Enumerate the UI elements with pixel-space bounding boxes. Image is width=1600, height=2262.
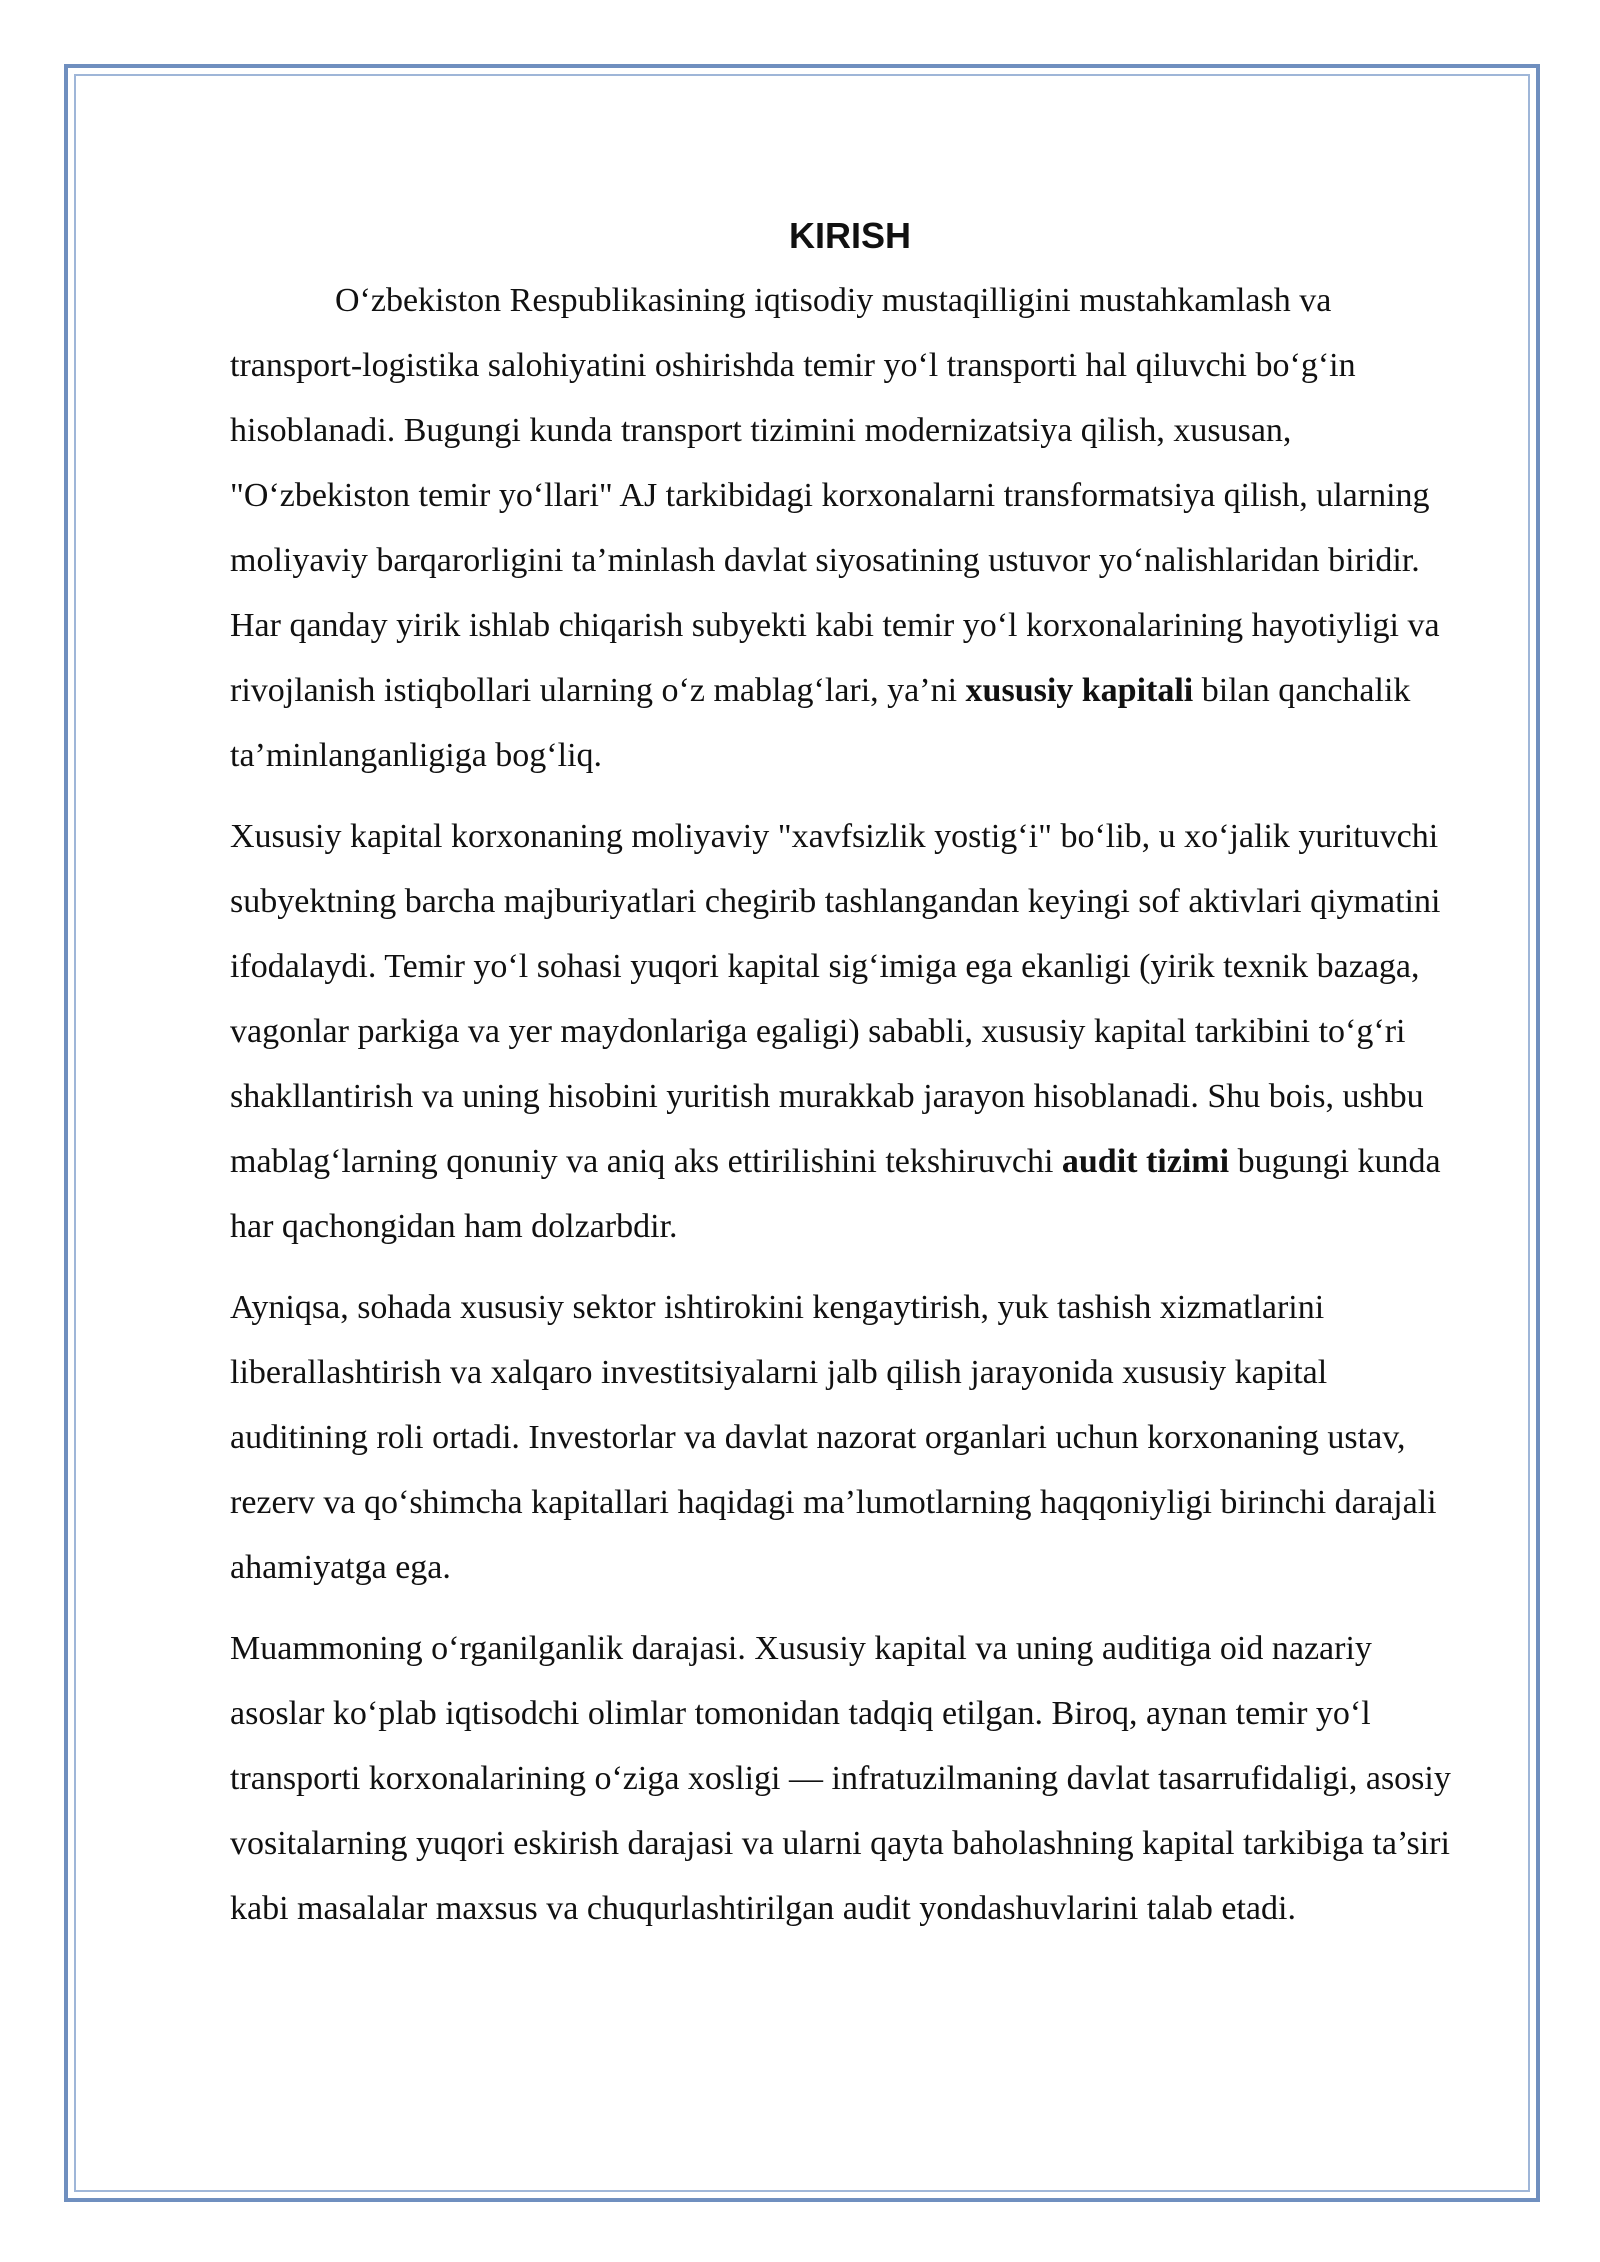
paragraph-text: bilan qanchalik ta’minlanganligiga bog‘liq.	[230, 672, 1411, 774]
bold-term: xususiy kapitali	[965, 672, 1194, 709]
paragraph-intro	[230, 268, 1470, 788]
paragraph-private-capital	[230, 804, 1470, 1259]
paragraph-text: Ayniqsa, sohada xususiy sektor ishtirokini kengaytirish, yuk tashish xizmatlarini liberallashtirish va xalqaro investitsiyalarni jalb qilish jarayonida xususiy kapital auditining roli ortadi. Investorlar va davlat nazorat organlari uchun korxonaning ustav, rezerv va qo‘shimcha kapitallari haqidagi ma’lumotlarning haqqoniyligi birinchi darajali ahamiyatga ega.	[230, 1289, 1437, 1586]
bold-term: audit tizimi	[1061, 1143, 1230, 1180]
paragraph-text: bugungi kunda har qachongidan ham dolzarbdir.	[230, 1143, 1441, 1245]
paragraph-text: O‘zbekiston Respublikasining iqtisodiy mustaqilligini mustahkamlash va transport-logistika salohiyatini oshirishda temir yo‘l transporti hal qiluvchi bo‘g‘in hisoblanadi. Bugungi kunda transport tizimini modernizatsiya qilish, xususan, "O‘zbekiston temir yo‘llari" AJ tarkibidagi korxonalarni transformatsiya qilish, ularning moliyaviy barqarorligini ta’minlash davlat siyosatining ustuvor yo‘nalishlaridan biridir. Har qanday yirik ishlab chiqarish subyekti kabi temir yo‘l korxonalarining hayotiyligi va rivojlanish istiqbollari ularning o‘z mablag‘lari, ya’ni	[230, 282, 1440, 709]
paragraph-text: Xususiy kapital korxonaning moliyaviy "xavfsizlik yostig‘i" bo‘lib, u xo‘jalik yurituvchi subyektning barcha majburiyatlari chegirib tashlangandan keyingi sof aktivlari qiymatini ifodalaydi. Temir yo‘l sohasi yuqori kapital sig‘imiga ega ekanligi (yirik texnik bazaga, vagonlar parkiga va yer maydonlariga egaligi) sababli, xususiy kapital tarkibini to‘g‘ri shakllantirish va uning hisobini yuritish murakkab jarayon hisoblanadi. Shu bois, ushbu mablag‘larning qonuniy va aniq aks ettirilishini tekshiruvchi	[230, 818, 1441, 1180]
paragraph-research-level	[230, 1616, 1470, 1941]
paragraph-private-sector	[230, 1275, 1470, 1600]
document-title: KIRISH	[788, 215, 911, 256]
paragraph-text: Muammoning o‘rganilganlik darajasi. Xususiy kapital va uning auditiga oid nazariy asoslar ko‘plab iqtisodchi olimlar tomonidan tadqiq etilgan. Biroq, aynan temir yo‘l transporti korxonalarining o‘ziga xosligi — infratuzilmaning davlat tasarrufidaligi, asosiy vositalarning yuqori eskirish darajasi va ularni qayta baholashning kapital tarkibiga ta’siri kabi masalalar maxsus va chuqurlashtirilgan audit yondashuvlarini talab etadi.	[230, 1630, 1451, 1927]
document-page	[230, 210, 1470, 1957]
